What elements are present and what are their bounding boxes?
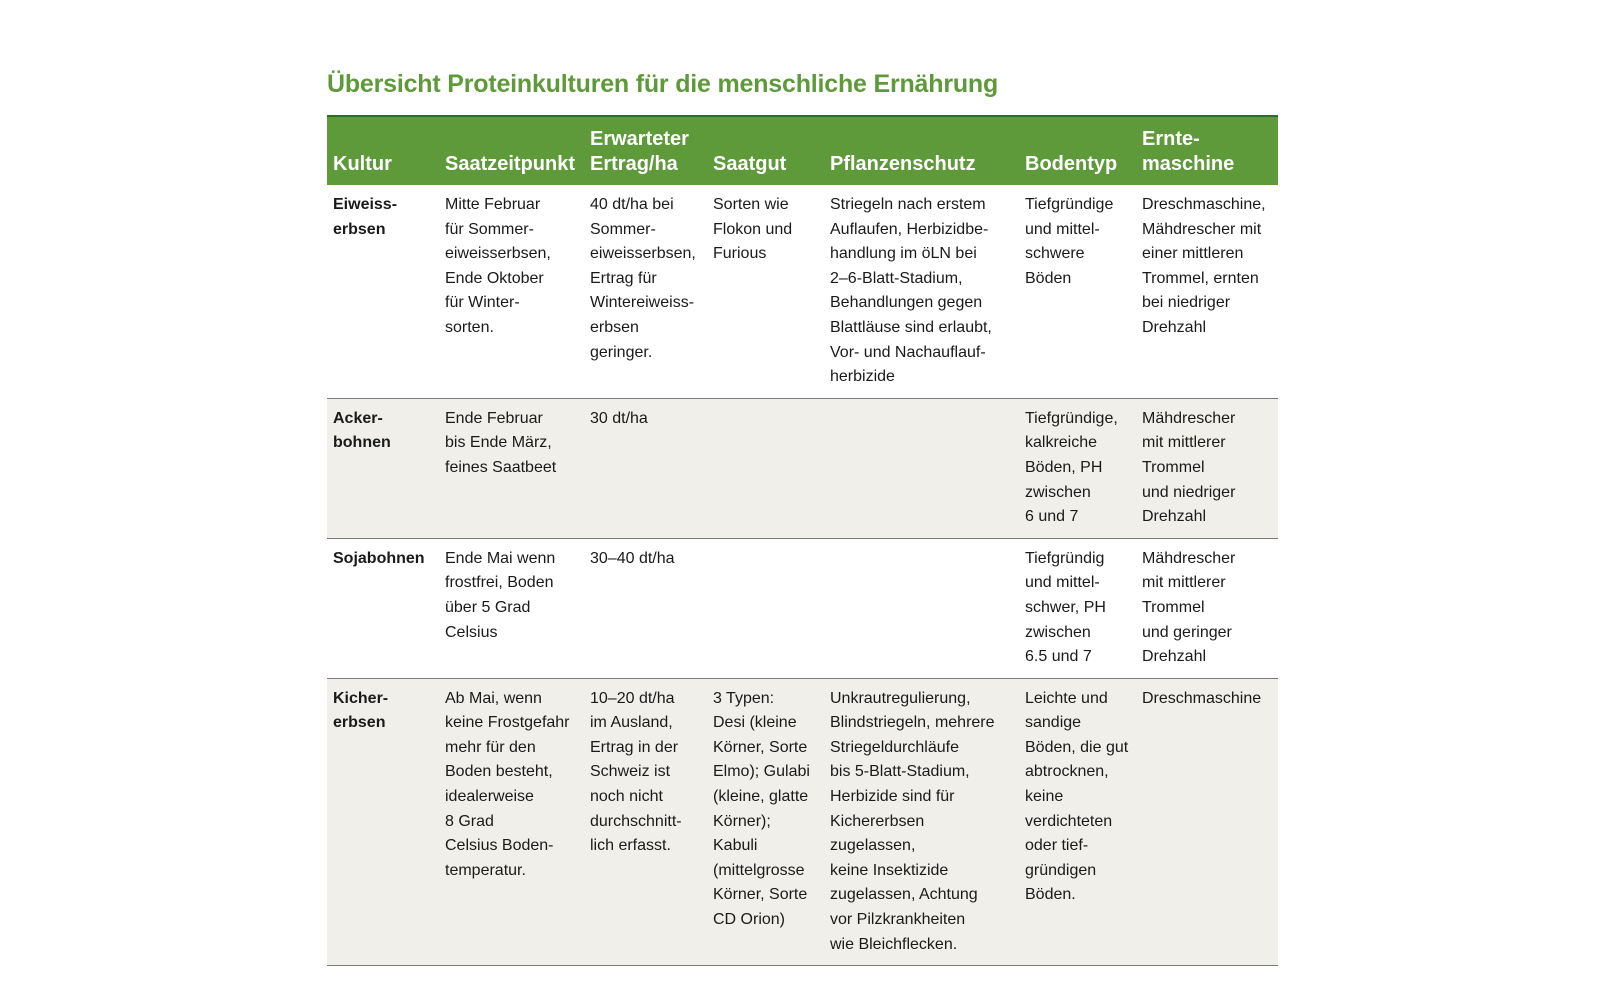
cell-erntemaschine: Mähdrescher mit mittlerer Trommel und geringer Drehzahl bbox=[1142, 549, 1236, 666]
cell-saatzeitpunkt: Ende Februar bis Ende März, feines Saatbeet bbox=[445, 409, 557, 476]
cell-bodentyp: Tiefgründige, kalkreiche Böden, PH zwischen 6 und 7 bbox=[1025, 409, 1118, 526]
header-saatzeitpunkt: Saatzeitpunkt bbox=[445, 153, 576, 175]
cell-erntemaschine: Mähdrescher mit mittlerer Trommel und niedriger Drehzahl bbox=[1142, 409, 1236, 526]
cell-saatgut: 3 Typen: Desi (kleine Körner, Sorte Elmo); Gulabi (kleine, glatte Körner); Kabuli (mittelgrosse Körner, Sorte CD Orion) bbox=[713, 689, 810, 929]
cell-pflanzenschutz bbox=[824, 398, 1019, 538]
table-row bbox=[327, 678, 1278, 966]
header-bodentyp: Bodentyp bbox=[1025, 153, 1118, 175]
cell-kultur: Eiweiss- erbsen bbox=[333, 196, 398, 238]
header-ertrag: Erwarteter Ertrag/ha bbox=[590, 128, 689, 175]
cell-bodentyp: Tiefgründige und mittel- schwere Böden bbox=[1025, 196, 1114, 287]
cell-ertrag: 40 dt/ha bei Sommer- eiweisserbsen, Ertrag für Wintereiweiss- erbsen geringer. bbox=[590, 196, 696, 361]
header-row bbox=[327, 116, 1278, 185]
cell-erntemaschine: Dreschmaschine, Mähdrescher mit einer mittleren Trommel, ernten bei niedriger Drehzahl bbox=[1142, 196, 1266, 336]
cell-saatzeitpunkt: Ende Mai wenn frostfrei, Boden über 5 Grad Celsius bbox=[445, 549, 556, 641]
cell-saatgut: Sorten wie Flokon und Furious bbox=[713, 196, 793, 263]
cell-kultur: Kicher- erbsen bbox=[333, 689, 389, 732]
header-pflanzenschutz: Pflanzenschutz bbox=[830, 153, 976, 175]
cell-saatzeitpunkt: Ab Mai, wenn keine Frostgefahr mehr für den Boden besteht, idealerweise 8 Grad Celsius Boden- temperatur. bbox=[445, 689, 570, 879]
table-body bbox=[327, 185, 1278, 966]
cell-kultur: Acker- bohnen bbox=[333, 409, 391, 452]
cell-erntemaschine: Dreschmaschine bbox=[1142, 689, 1262, 707]
header-saatgut: Saatgut bbox=[713, 153, 787, 175]
page-title: Übersicht Proteinkulturen für die menschliche Ernährung bbox=[327, 70, 999, 98]
table-row bbox=[327, 185, 1278, 398]
cell-bodentyp: Leichte und sandige Böden, die gut abtrocknen, keine verdichteten oder tief- gründigen Böden. bbox=[1025, 689, 1129, 904]
header-erntemaschine: Ernte- maschine bbox=[1142, 128, 1235, 175]
protein-crops-table bbox=[327, 115, 1278, 966]
cell-ertrag: 30–40 dt/ha bbox=[590, 549, 675, 567]
cell-saatzeitpunkt: Mitte Februar für Sommer- eiweisserbsen, Ende Oktober für Winter- sorten. bbox=[445, 196, 551, 336]
cell-pflanzenschutz: Unkrautregulierung, Blindstriegeln, mehrere Striegeldurchläufe bis 5-Blatt-Stadium, Herbizide sind für Kichererbsen zugelassen, keine Insektizide zugelassen, Achtung vor Pilzkrankheiten wie Bleichflecken. bbox=[830, 689, 995, 953]
table-row bbox=[327, 538, 1278, 678]
cell-ertrag: 30 dt/ha bbox=[590, 409, 648, 427]
table-row bbox=[327, 398, 1278, 538]
cell-saatgut bbox=[707, 538, 824, 678]
cell-pflanzenschutz bbox=[824, 538, 1019, 678]
cell-bodentyp: Tiefgründig und mittel- schwer, PH zwischen 6.5 und 7 bbox=[1025, 549, 1106, 666]
cell-ertrag: 10–20 dt/ha im Ausland, Ertrag in der Schweiz ist noch nicht durchschnitt- lich erfasst. bbox=[590, 689, 682, 855]
cell-kultur: Sojabohnen bbox=[333, 549, 425, 567]
cell-pflanzenschutz: Striegeln nach erstem Auflaufen, Herbizidbe- handlung im öLN bei 2–6-Blatt-Stadium, Behandlungen gegen Blattläuse sind erlaubt, Vor- und Nachauflauf- herbizide bbox=[830, 196, 992, 386]
cell-saatgut bbox=[707, 398, 824, 538]
table-header bbox=[327, 116, 1278, 185]
header-kultur: Kultur bbox=[333, 153, 392, 175]
